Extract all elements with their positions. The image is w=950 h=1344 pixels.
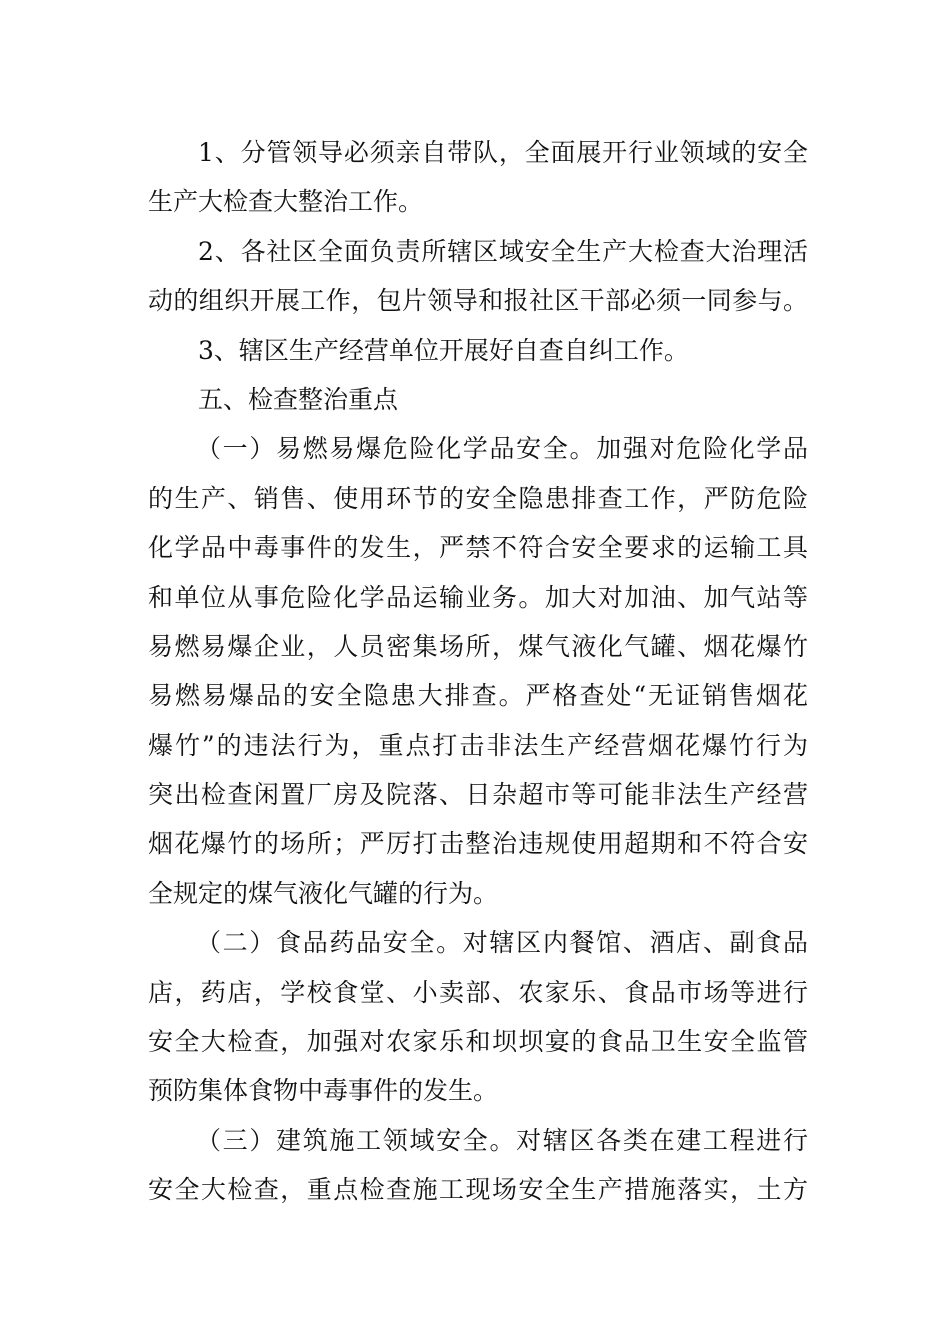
paragraph-line: 全规定的煤气液化气罐的行为。 bbox=[148, 878, 499, 908]
paragraph-line: 易燃易爆企业，人员密集场所，煤气液化气罐、烟花爆竹 bbox=[148, 631, 808, 661]
paragraph-line: （一）易燃易爆危险化学品安全。加强对危险化学品 bbox=[196, 434, 808, 464]
paragraph-line: 安全大检查，重点检查施工现场安全生产措施落实，土方 bbox=[148, 1175, 808, 1205]
paragraph-line: 的生产、销售、使用环节的安全隐患排查工作，严防危险 bbox=[148, 483, 808, 513]
paragraph-line: 预防集体食物中毒事件的发生。 bbox=[148, 1076, 499, 1106]
paragraph-line: 化学品中毒事件的发生，严禁不符合安全要求的运输工具 bbox=[148, 533, 808, 563]
paragraph-line: 动的组织开展工作，包片领导和报社区干部必须一同参与。 bbox=[148, 286, 808, 316]
paragraph-line: 1、分管领导必须亲自带队，全面展开行业领域的安全 bbox=[198, 138, 808, 167]
paragraph-line: 和单位从事危险化学品运输业务。加大对加油、加气站等 bbox=[148, 582, 808, 612]
paragraph-line: 3、辖区生产经营单位开展好自查自纠工作。 bbox=[198, 335, 689, 365]
paragraph-line: 生产大检查大整治工作。 bbox=[148, 187, 424, 217]
section-heading: 五、检查整治重点 bbox=[198, 384, 399, 414]
paragraph-line: 安全大检查，加强对农家乐和坝坝宴的食品卫生安全监管 bbox=[148, 1027, 808, 1057]
paragraph-line: （二）食品药品安全。对辖区内餐馆、酒店、副食品 bbox=[196, 928, 808, 958]
paragraph-line: 突出检查闲置厂房及院落、日杂超市等可能非法生产经营 bbox=[148, 780, 808, 810]
paragraph-line: 爆竹”的违法行为，重点打击非法生产经营烟花爆竹行为 bbox=[148, 730, 808, 760]
paragraph-line: 易燃易爆品的安全隐患大排查。严格查处“无证销售烟花 bbox=[148, 681, 808, 711]
paragraph-line: 店，药店，学校食堂、小卖部、农家乐、食品市场等进行 bbox=[148, 977, 808, 1007]
paragraph-line: （三）建筑施工领域安全。对辖区各类在建工程进行 bbox=[196, 1125, 808, 1155]
paragraph-line: 烟花爆竹的场所；严厉打击整治违规使用超期和不符合安 bbox=[148, 829, 808, 859]
paragraph-line: 2、各社区全面负责所辖区域安全生产大检查大治理活 bbox=[198, 236, 808, 266]
document-body bbox=[148, 128, 808, 1215]
